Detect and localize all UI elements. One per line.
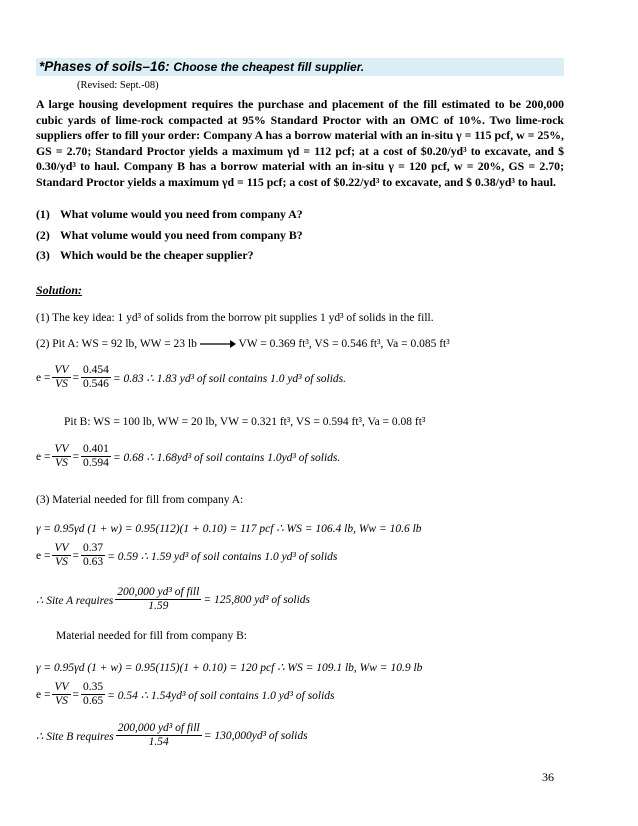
solution-heading: Solution: [36, 283, 83, 297]
eq-void-ratio-3b: e = $\frac{VV}{VS}$ = $\frac{0.35}{0.65}$ = 0.54 ∴ 1.54yd³ of soil contains 1.0 yd³ of solids [36, 681, 335, 707]
eq-void-ratio-b: e = $\frac{VV}{VS}$ = $\frac{0.401}{0.594}$ = 0.68 ∴ 1.68yd³ of soil contains 1.0yd³ of solids. [36, 443, 341, 469]
pit-a-weights: (2) Pit A: WS = 92 lb, WW = 23 lb [36, 338, 197, 350]
title-bar [36, 58, 564, 76]
gamma-b-line: γ = 0.95γd (1 + w) = 0.95(115)(1 + 0.10) = 120 pcf ∴ WS = 109.1 lb, Ww = 10.9 lb [36, 662, 423, 674]
gamma-a-line: γ = 0.95γd (1 + w) = 0.95(112)(1 + 0.10) = 117 pcf ∴ WS = 106.4 lb, Ww = 10.6 lb [36, 523, 422, 535]
eq-site-a: ∴ Site A requires $\frac{\text{200,000 yd³ of fill}}{1.59}$ = 125,800 yd³ of solids [36, 586, 311, 612]
part-a-heading: (3) Material needed for fill from company A: [36, 494, 244, 506]
eq-site-b: ∴ Site B requires $\frac{\text{200,000 yd³ of fill}}{1.54}$ = 130,000yd³ of solids [36, 722, 308, 748]
question-3: (3) Which would be the cheaper supplier? [36, 248, 254, 262]
question-1: (1) What volume would you need from company A? [36, 207, 303, 221]
part-b-heading: Material needed for fill from company B: [56, 630, 247, 642]
pit-b-line: Pit B: WS = 100 lb, WW = 20 lb, VW = 0.321 ft³, VS = 0.594 ft³, Va = 0.08 ft³ [64, 416, 426, 428]
page-subtitle: Choose the cheapest fill supplier. [173, 60, 365, 74]
eq-void-ratio-3a: e = $\frac{VV}{VS}$ = $\frac{0.37}{0.63}$ = 0.59 ∴ 1.59 yd³ of soil contains 1.0 yd³ of solids [36, 542, 338, 568]
revised-date: (Revised: Sept.-08) [77, 80, 159, 91]
eq-void-ratio-a: e = $\frac{VV}{VS}$ = $\frac{0.454}{0.546}$ = 0.83 ∴ 1.83 yd³ of soil contains 1.0 yd³ of solids. [36, 364, 347, 390]
pit-a-line [36, 338, 450, 350]
question-2: (2) What volume would you need from company B? [36, 228, 303, 242]
problem-statement: A large housing development requires the purchase and placement of the fill estimated to be 200,000 cubic yards of lime-rock compacted at 95% Standard Proctor with an OMC of 10%. Two lime-rock suppliers offer to fill your order: Company A has a borrow material with an in-situ γ = 115 pcf, w = 25%, GS = 2.70; Standard Proctor yields a maximum γd = 112 pcf; at a cost of $0.20/yd³ to excavate, and $ 0.30/yd³ to haul. Company B has a borrow material with an in-situ γ = 120 pcf, w = 20%, GS = 2.70; Standard Proctor yields a maximum γd = 115 pcf; a cost of $0.22/yd³ to excavate, and $ 0.38/yd³ to haul. [36, 97, 564, 189]
page-title: *Phases of soils–16: [39, 59, 170, 74]
page-number: 36 [542, 770, 554, 784]
pit-a-volumes: VW = 0.369 ft³, VS = 0.546 ft³, Va = 0.085 ft³ [238, 338, 450, 350]
key-idea: (1) The key idea: 1 yd³ of solids from the borrow pit supplies 1 yd³ of solids in the fill. [36, 312, 434, 324]
arrow-right-icon [200, 339, 236, 349]
